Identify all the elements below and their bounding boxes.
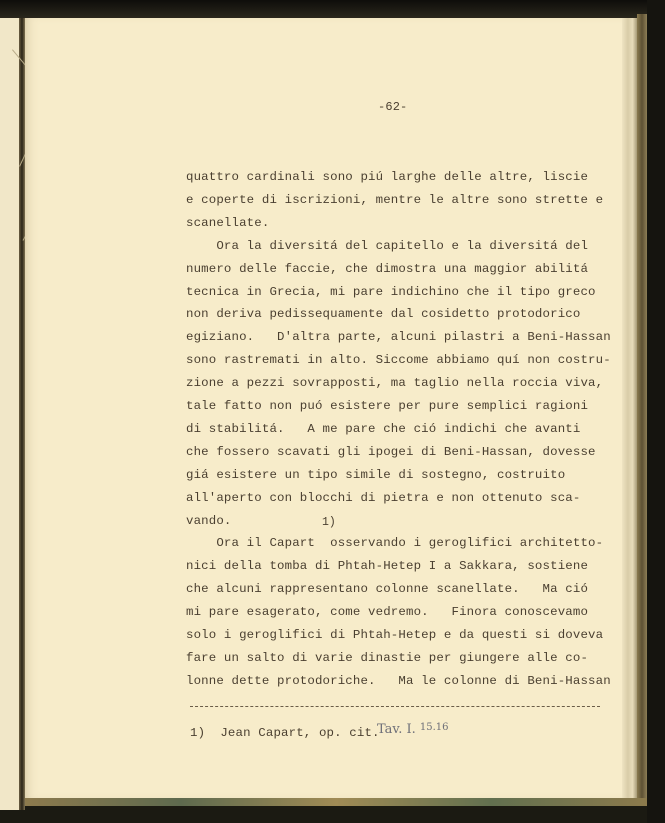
text-line: Ora la diversitá del capitello e la diversitá del (186, 238, 589, 253)
text-line: fare un salto di varie dinastie per giungere alle co- (186, 650, 589, 665)
text-line: egiziano. D'altra parte, alcuni pilastri a Beni-Hassan (186, 330, 611, 345)
footnote-reference: 1) (322, 516, 336, 529)
handwritten-annotation (377, 722, 449, 737)
text-line: tecnica in Grecia, mi pare indichino che il tipo greco (186, 284, 596, 299)
text-line: nici della tomba di Phtah-Hetep I a Sakkara, sostiene (186, 559, 589, 574)
background-surface (647, 0, 665, 823)
book-cover-right (637, 14, 647, 804)
page-number: -62- (378, 100, 408, 114)
text-line: di stabilitá. A me pare che ció indichi che avanti (186, 421, 581, 436)
text-line: sono rastremati in alto. Siccome abbiamo quí non costru- (186, 353, 611, 368)
handwritten-plate: Tav. I. (377, 722, 416, 737)
text-line: non deriva pedissequamente dal cosidetto protodorico (186, 307, 581, 322)
text-line: e coperte di iscrizioni, mentre le altre sono strette e (186, 192, 604, 207)
footnote-text: 1) Jean Capart, op. cit. (190, 726, 380, 740)
text-line: zione a pezzi sovrapposti, ma taglio nella roccia viva, (186, 376, 604, 391)
text-line: all'aperto con blocchi di pietra e non ottenuto sca- (186, 490, 581, 505)
text-line: solo i geroglifici di Phtah-Hetep e da questi si doveva (186, 628, 604, 642)
page-edges (622, 18, 637, 802)
binding-top-edge (0, 0, 665, 18)
handwritten-figures: 15.16 (419, 722, 449, 733)
text-line: vando. (186, 513, 232, 528)
text-line: numero delle faccie, che dimostra una maggior abilitá (186, 261, 589, 276)
book-cover-bottom (25, 798, 647, 806)
text-line: quattro cardinali sono piú larghe delle altre, liscie (186, 170, 589, 184)
text-line: giá esistere un tipo simile di sostegno, costruito (186, 467, 566, 482)
text-line: tale fatto non puó esistere per pure semplici ragioni (186, 399, 589, 413)
text-line: Ora il Capart osservando i geroglifici architetto- (186, 536, 604, 551)
text-line: lonne dette protodoriche. Ma le colonne di Beni-Hassan (186, 673, 611, 688)
text-line: che alcuni rappresentano colonne scanellate. Ma ció (186, 582, 589, 597)
text-line: mi pare esagerato, come vedremo. Finora conoscevamo (186, 605, 589, 620)
text-line: scanellate. (186, 215, 270, 230)
footnote-separator (190, 706, 600, 707)
text-line: che fossero scavati gli ipogei di Beni-Hassan, dovesse (186, 444, 596, 459)
